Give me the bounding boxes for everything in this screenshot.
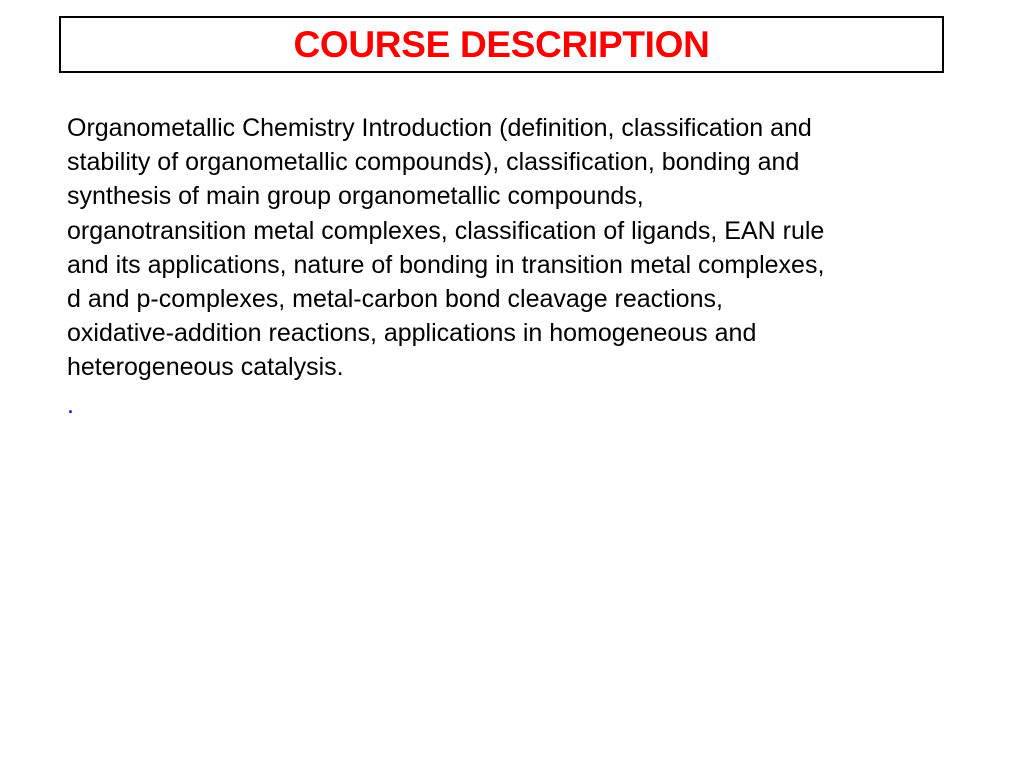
body-line: heterogeneous catalysis. [67,353,344,382]
body-line: Organometallic Chemistry Introduction (definition, classification and [67,114,812,142]
body-line: organotransition metal complexes, classification of ligands, EAN rule [67,216,825,245]
body-line: stability of organometallic compounds), classification, bonding and [67,148,800,177]
title-box [59,16,944,73]
body-line: synthesis of main group organometallic compounds, [67,182,644,211]
body-line: oxidative-addition reactions, applications in homogeneous and [67,319,757,348]
slide-title: COURSE DESCRIPTION [293,24,710,65]
body-line: and its applications, nature of bonding in transition metal complexes, [67,250,825,279]
body-line: d and p-complexes, metal-carbon bond cleavage reactions, [67,285,723,314]
trailing-dot: . [67,391,74,419]
course-description-body [67,111,947,385]
